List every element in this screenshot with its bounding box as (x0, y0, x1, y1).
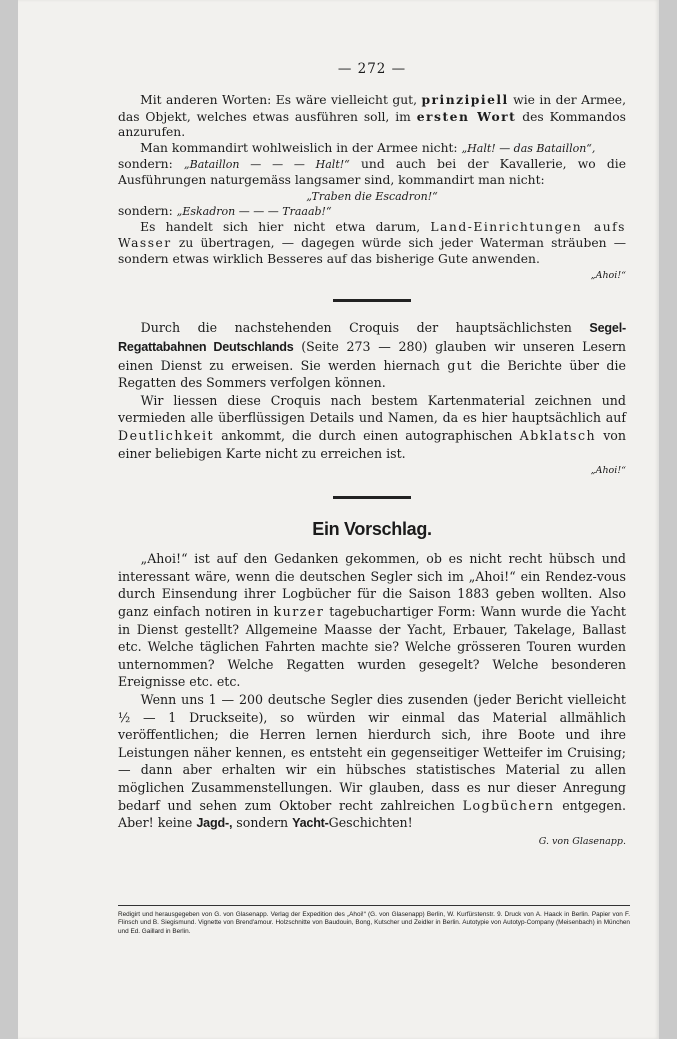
divider (333, 299, 411, 302)
text: (Seite 273 — 280) glauben wir unseren Lesern einen Dienst zu erweisen. Sie werden hiernach (118, 338, 626, 373)
text: des Kommandos anzurufen. (118, 109, 626, 140)
paragraph (118, 204, 626, 220)
emphasis: Yacht- (292, 816, 329, 831)
page-text (118, 62, 626, 850)
paragraph (118, 550, 626, 691)
emphasis: kurzer (273, 604, 325, 620)
text: und auch bei der Kavallerie, wo die Ausführungen naturgemäss langsamer sind, kommandirt man nicht: (118, 156, 626, 187)
text: Wenn uns 1 — 200 deutsche Segler dies zusenden (jeder Bericht vielleicht ½ — 1 Druckseite), so würden wir einmal das Material allmählich veröffentlichen; die Herren lernen hierdurch sich, ihre Boote und ihre Leistungen näher kennen, es entsteht ein gegenseitiger Wetteifer im Cruising; — dann aber erhalten wir ein hübsches statistisches Material zu allen möglichen Zusammenstellungen. Wir glauben, dass es nur dieser Anregung bedarf und sehen zum Oktober recht zahlreichen (118, 692, 626, 813)
section-proposal (118, 518, 626, 851)
emphasis: ersten Wort (416, 108, 517, 124)
emphasis: Deutlichkeit (118, 427, 215, 443)
text: „Ahoi!“ ist auf den Gedanken gekommen, ob es nicht recht hübsch und interessant wäre, wenn die deutschen Segler sich im „Ahoi!“ ein Rendez-vous durch Einsendung ihrer Logbücher für die Saison 1883 geben wollten. Also ganz einfach notiren in (118, 551, 626, 620)
emphasis: gut (447, 357, 474, 373)
paragraph (118, 157, 626, 189)
signature: G. von Glasenapp. (538, 835, 626, 847)
text: sondern: (118, 204, 177, 219)
signature: „Ahoi!“ (590, 269, 626, 281)
quote: „Eskadron — — — Traaab!“ (176, 205, 332, 219)
emphasis: prinzipiell (421, 91, 509, 107)
paragraph (118, 92, 626, 141)
quote: „Halt! — das Bataillon“, (461, 142, 596, 156)
page-number: — 272 — (337, 61, 407, 77)
text: von einer beliebigen Karte nicht zu erreichen ist. (118, 427, 626, 461)
emphasis: Segel-Regattabahnen Deutschlands (118, 321, 626, 354)
section-commands (118, 92, 626, 284)
paragraph (118, 319, 626, 391)
text: sondern: (118, 156, 184, 171)
text: wie in der Armee, das Objekt, welches etwas ausführen soll, im (118, 92, 626, 124)
section-croquis (118, 319, 626, 479)
quote: „Traben die Escadron!“ (306, 189, 438, 203)
page (18, 0, 659, 1039)
section-heading: Ein Vorschlag. (312, 518, 432, 539)
text: sondern (232, 815, 293, 831)
emphasis: Logbüchern (462, 797, 555, 813)
emphasis: Abklatsch (519, 427, 597, 443)
text: zu übertragen, — dagegen würde sich jeder Waterman sträuben — sondern etwas wirklich Besseres auf das bisherige Gute anwenden. (118, 235, 626, 266)
paragraph (118, 392, 626, 462)
emphasis: Jagd-, (196, 816, 233, 831)
paragraph (118, 220, 626, 267)
divider (333, 496, 411, 499)
text: die Berichte über die Regatten des Sommers verfolgen können. (118, 357, 626, 391)
emphasis: Land-Einrichtungen aufs Wasser (118, 220, 626, 250)
text: tagebuchartiger Form: Wann wurde die Yacht in Dienst gestellt? Allgemeine Maasse der Yacht, Erbauer, Takelage, Ballast etc. Welche täglichen Fahrten machte sie? Welche grösseren Touren wurden unternommen? Welche Regatten wurden gesegelt? Welche besonderen Ereignisse etc. etc. (118, 604, 626, 690)
text: entgegen. Aber! keine (118, 797, 626, 831)
text: Es handelt sich hier nicht etwa darum, (140, 220, 431, 235)
text: Mit anderen Worten: Es wäre vielleicht gut, (140, 92, 422, 107)
text: ankommt, die durch einen autographischen (214, 427, 520, 443)
quote: „Bataillon — — — Halt!“ (183, 157, 350, 171)
paragraph (118, 691, 626, 833)
paragraph (118, 141, 626, 157)
command-quote (118, 189, 626, 205)
signature: „Ahoi!“ (590, 465, 626, 477)
imprint-footer: Redigirt und herausgegeben von G. von Glasenapp. Verlag der Expedition des „Ahoi!“ (G. von Glasenapp) Berlin, W. Kurfürstenstr. 9. Druck von A. Haack in Berlin. Papier von F. Flinsch und B. Siegismund. Vignette von Brend'amour. Holzschnitte von Baudouin, Bong, Kutscher und Zeidler in Berlin. Autotypie von Autotyp-Company (Meisenbach) in München und Ed. Gaillard in Berlin. (118, 905, 630, 936)
text: Durch die nachstehenden Croquis der hauptsächlichsten (140, 320, 590, 336)
text: Man kommandirt wohlweislich in der Armee nicht: (140, 141, 462, 156)
text: Geschichten! (328, 815, 413, 831)
text: Wir liessen diese Croquis nach bestem Kartenmaterial zeichnen und vermieden alle überflüssigen Details und Namen, da es hier hauptsächlich auf (118, 392, 626, 426)
